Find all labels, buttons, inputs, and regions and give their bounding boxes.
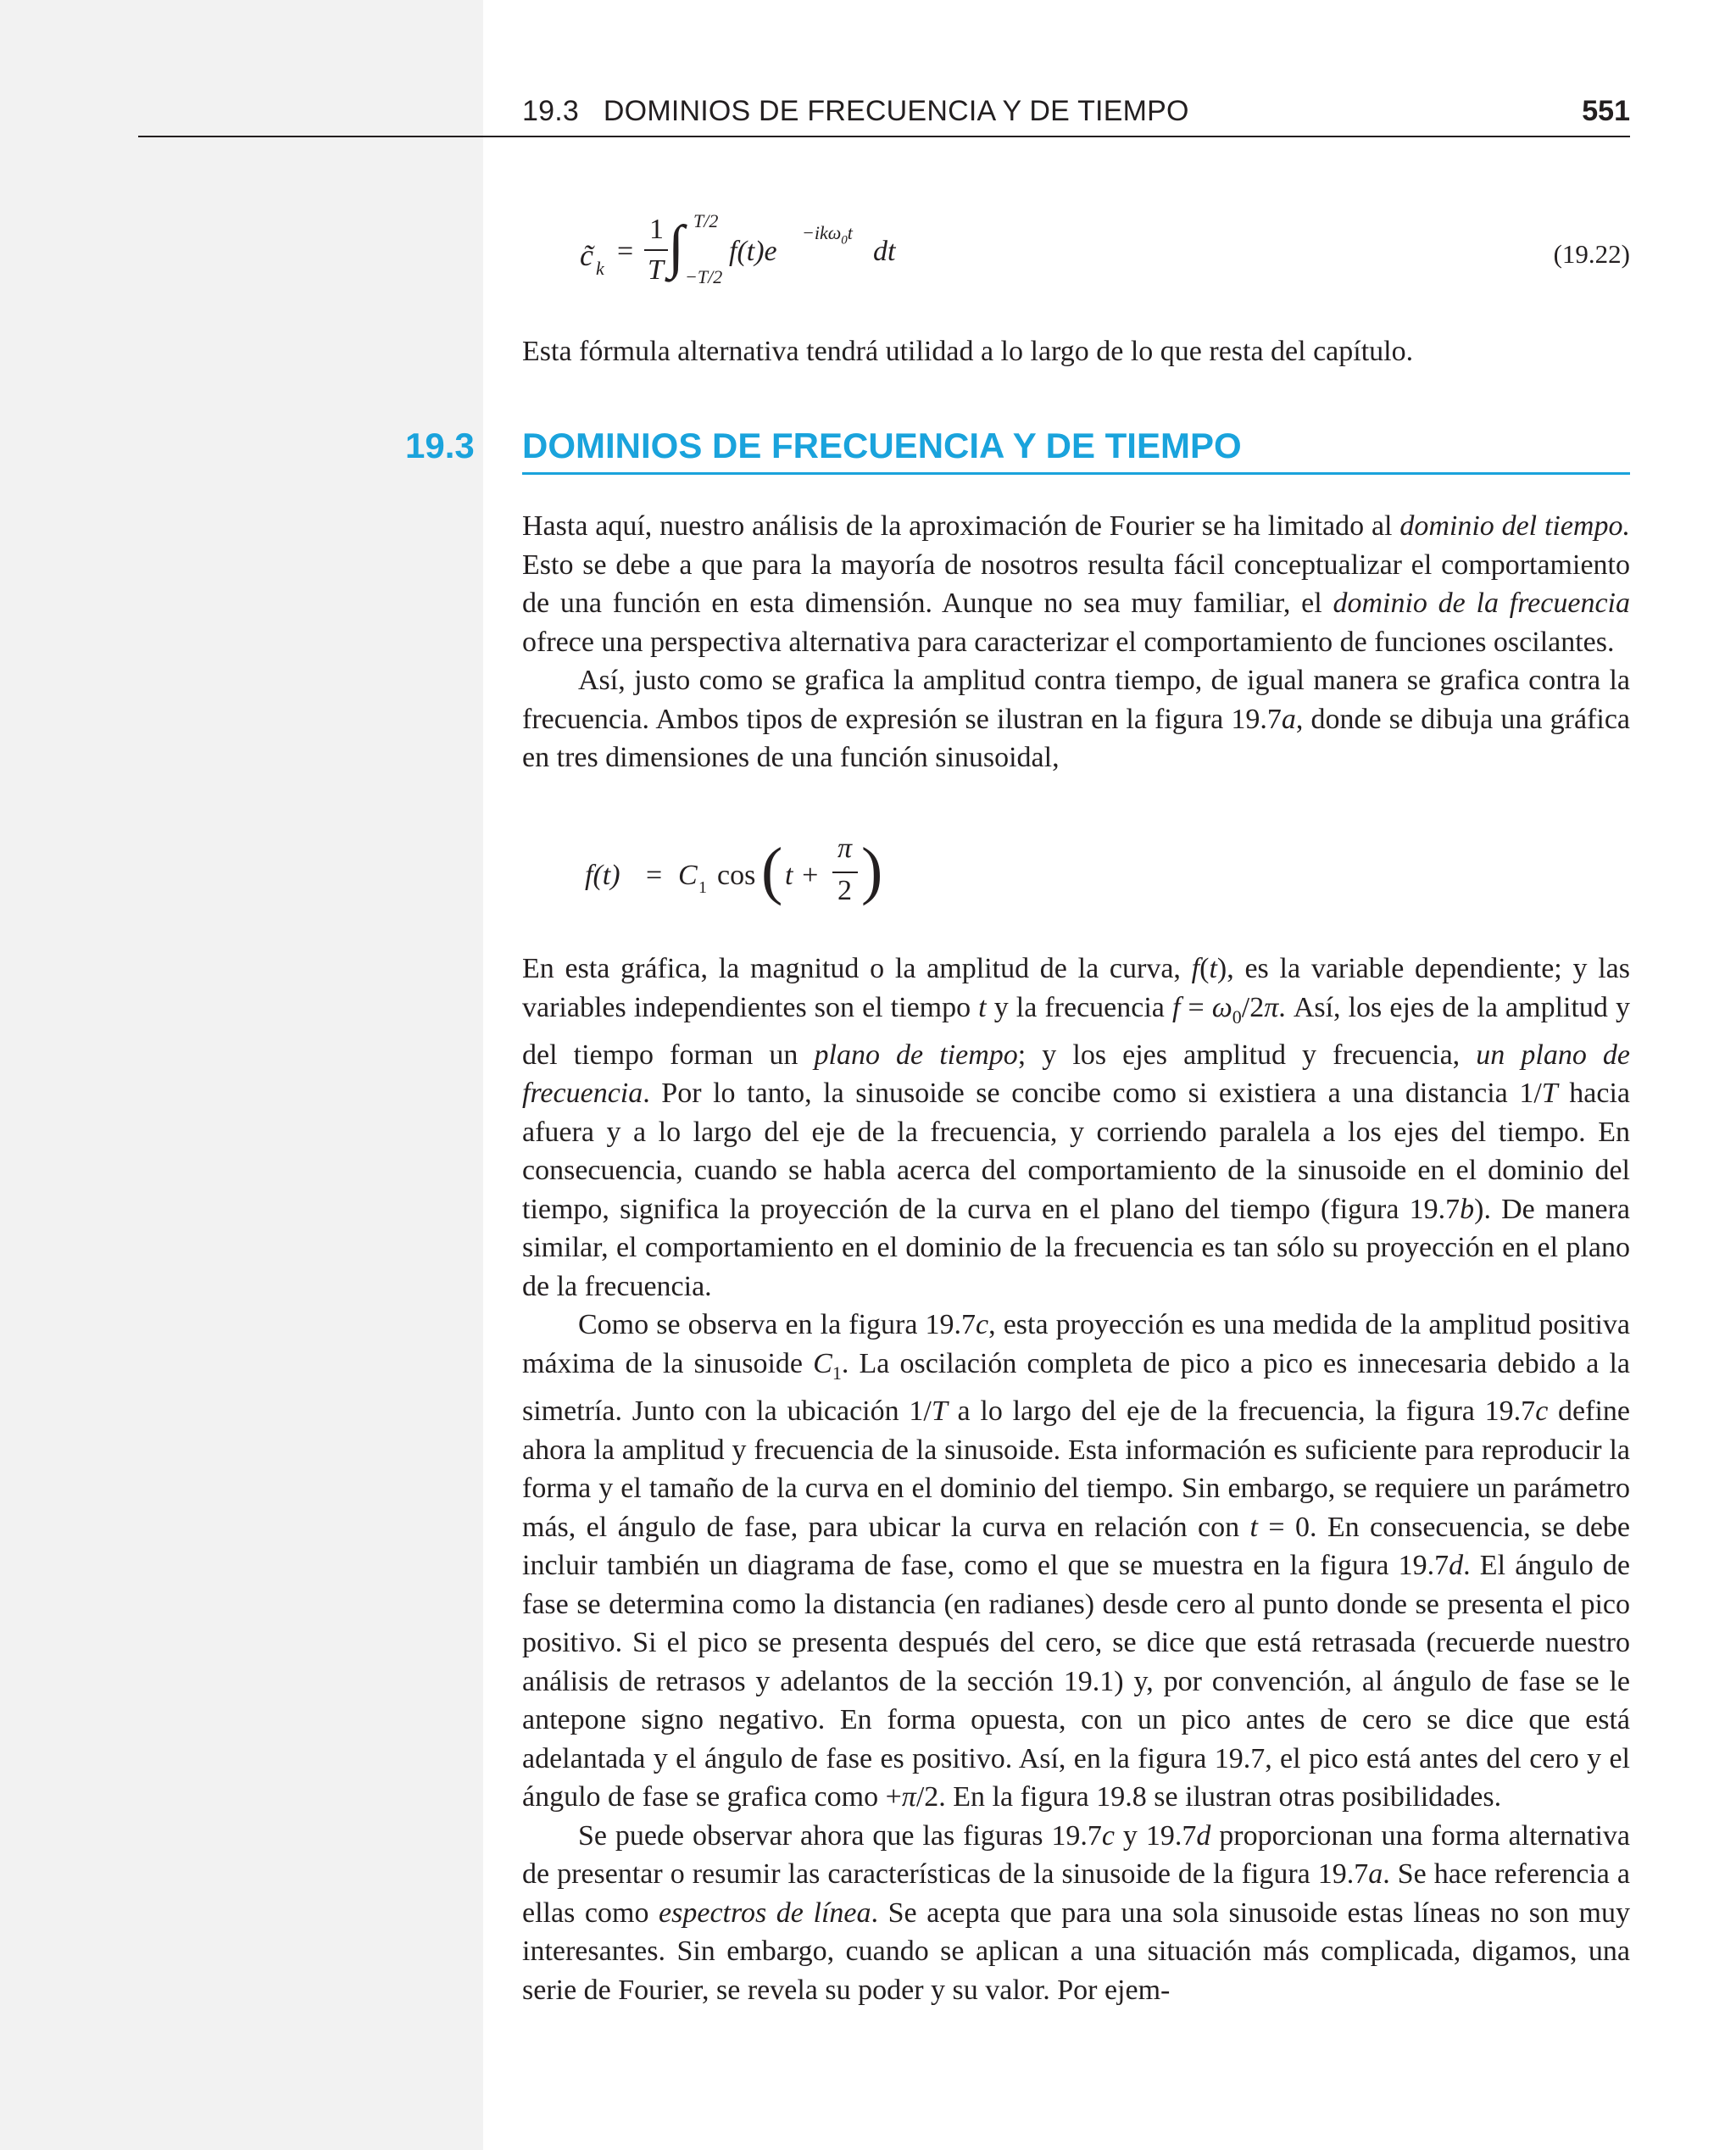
equation-number: (19.22) bbox=[1553, 239, 1630, 269]
fraction-numerator: 1 bbox=[649, 214, 664, 245]
differential: dt bbox=[873, 236, 896, 267]
fraction-bar bbox=[644, 249, 668, 251]
ft-t-plus: t + bbox=[785, 860, 820, 891]
ft-equals: = bbox=[646, 860, 663, 891]
paragraph-5: Se puede observar ahora que las figuras 19.7c y 19.7d proporcionan una forma alternativa de presentar o resumir las características de la sinusoide de la figura 19.7a. Se hace referencia a ellas como espectros de línea. Se acepta que para una sola sinusoide estas líneas no son muy interesantes. Sin embargo, cuando se aplican a una situación más complicada, digamos, una serie de Fourier, se revela su poder y su valor. Por ejem- bbox=[522, 1819, 1631, 2006]
paragraph-4: Como se observa en la figura 19.7c, esta proyección es una medida de la amplitud positiva máxima de la sinusoide $C_1$. La oscilación completa de pico a pico es innecesaria debido a la simetría. Junto con la ubicación 1/T a lo largo del eje de la frecuencia, la figura 19.7c define ahora la amplitud y frecuencia de la sinusoide. Esta información es suficiente para reproducir la forma y el tamaño de la curva en el dominio del tiempo. Sin embargo, se requiere un parámetro más, el ángulo de fase, para ubicar la curva en relación con t = 0. En consecuencia, se debe incluir también un diagrama de fase, como el que se muestra en la figura 19.7d. El ángulo de fase se determina como la distancia (en radianes) desde cero al punto donde se presenta el pico positivo. Si el pico se presenta después del cero, se dice que está retrasada (recuerde nuestro análisis de retrasos y adelantos de la sección 19.1) y, por convención, al ángulo de fase se le antepone signo negativo. En forma opuesta, con un pico antes de cero se dice que está adelantada y el ángulo de fase es positivo. Así, en la figura 19.7, el pico está antes del cero y el ángulo de fase se grafica como +π/2. En la figura 19.8 se ilustran otras posibilidades. bbox=[522, 1309, 1631, 1813]
paragraph-3: En esta gráfica, la magnitud o la amplitud de la curva, f(t), es la variable dependiente; y las variables independientes son el tiempo t y la frecuencia $f = \omega_0/2\pi$. Así, los ejes de la amplitud y del tiempo forman un plano de tiempo; y los ejes amplitud y frecuencia, un plano de frecuencia. Por lo tanto, la sinusoide se concibe como si existiera a una distancia 1/T hacia afuera y a lo largo del eje de la frecuencia, y corriendo paralela a los ejes del tiempo. En consecuencia, cuando se habla acerca del comportamiento de la sinusoide en el dominio del tiempo, significa la proyección de la curva en el plano del tiempo (figura 19.7b). De manera similar, el comportamiento en el dominio de la frecuencia es tan sólo su proyección en el plano de la frecuencia. bbox=[522, 953, 1630, 1302]
equals-sign: = bbox=[617, 236, 634, 267]
page-number: 551 bbox=[1582, 95, 1630, 127]
integrand: f(t)e bbox=[729, 236, 777, 267]
coef-symbol: c̃ bbox=[580, 238, 593, 272]
ft-frac-bar bbox=[832, 872, 858, 873]
fraction-denominator: T bbox=[648, 254, 664, 286]
exponent: −ikω$_0$t bbox=[802, 222, 853, 248]
text-block-2 bbox=[522, 950, 1630, 2009]
ft-paren-close: ) bbox=[861, 835, 883, 906]
coef-subscript: k bbox=[596, 258, 604, 279]
ft-lhs: f(t) bbox=[585, 860, 620, 891]
integral-sign: ∫ bbox=[668, 214, 685, 280]
section-number: 19.3 bbox=[405, 426, 475, 465]
ft-den: 2 bbox=[837, 875, 852, 906]
paragraph-1: Hasta aquí, nuestro análisis de la aproximación de Fourier se ha limitado al dominio del tiempo. Esto se debe a que para la mayoría de nosotros resulta fácil conceptualizar el comportamiento de una función en esta dimensión. Aunque no sea muy familiar, el dominio de la frecuencia ofrece una perspectiva alternativa para caracterizar el comportamiento de funciones oscilantes. bbox=[522, 510, 1630, 658]
ft-paren-open: ( bbox=[761, 835, 783, 906]
equation-ft bbox=[585, 833, 941, 924]
header-rule bbox=[138, 136, 1630, 137]
section-rule bbox=[522, 472, 1630, 475]
upper-limit: T/2 bbox=[693, 210, 719, 231]
ft-coef-sub: 1 bbox=[698, 878, 707, 897]
equation-19-22 bbox=[580, 210, 1004, 304]
lower-limit: −T/2 bbox=[685, 266, 723, 287]
ft-coef: C bbox=[678, 860, 698, 891]
ft-num: π bbox=[837, 833, 853, 864]
section-title: DOMINIOS DE FRECUENCIA Y DE TIEMPO bbox=[522, 426, 1242, 465]
intro-sentence: Esta fórmula alternativa tendrá utilidad a lo largo de lo que resta del capítulo. bbox=[522, 336, 1414, 367]
paragraph-2: Así, justo como se grafica la amplitud contra tiempo, de igual manera se grafica contra la frecuencia. Ambos tipos de expresión se ilustran en la figura 19.7a, donde se dibuja una gráfica en tres dimensiones de una función sinusoidal, bbox=[522, 665, 1630, 773]
ft-cos: cos bbox=[717, 860, 756, 891]
text-block-1 bbox=[522, 507, 1630, 777]
running-head: 19.3 DOMINIOS DE FRECUENCIA Y DE TIEMPO bbox=[522, 95, 1189, 127]
margin-shade bbox=[0, 0, 483, 2150]
